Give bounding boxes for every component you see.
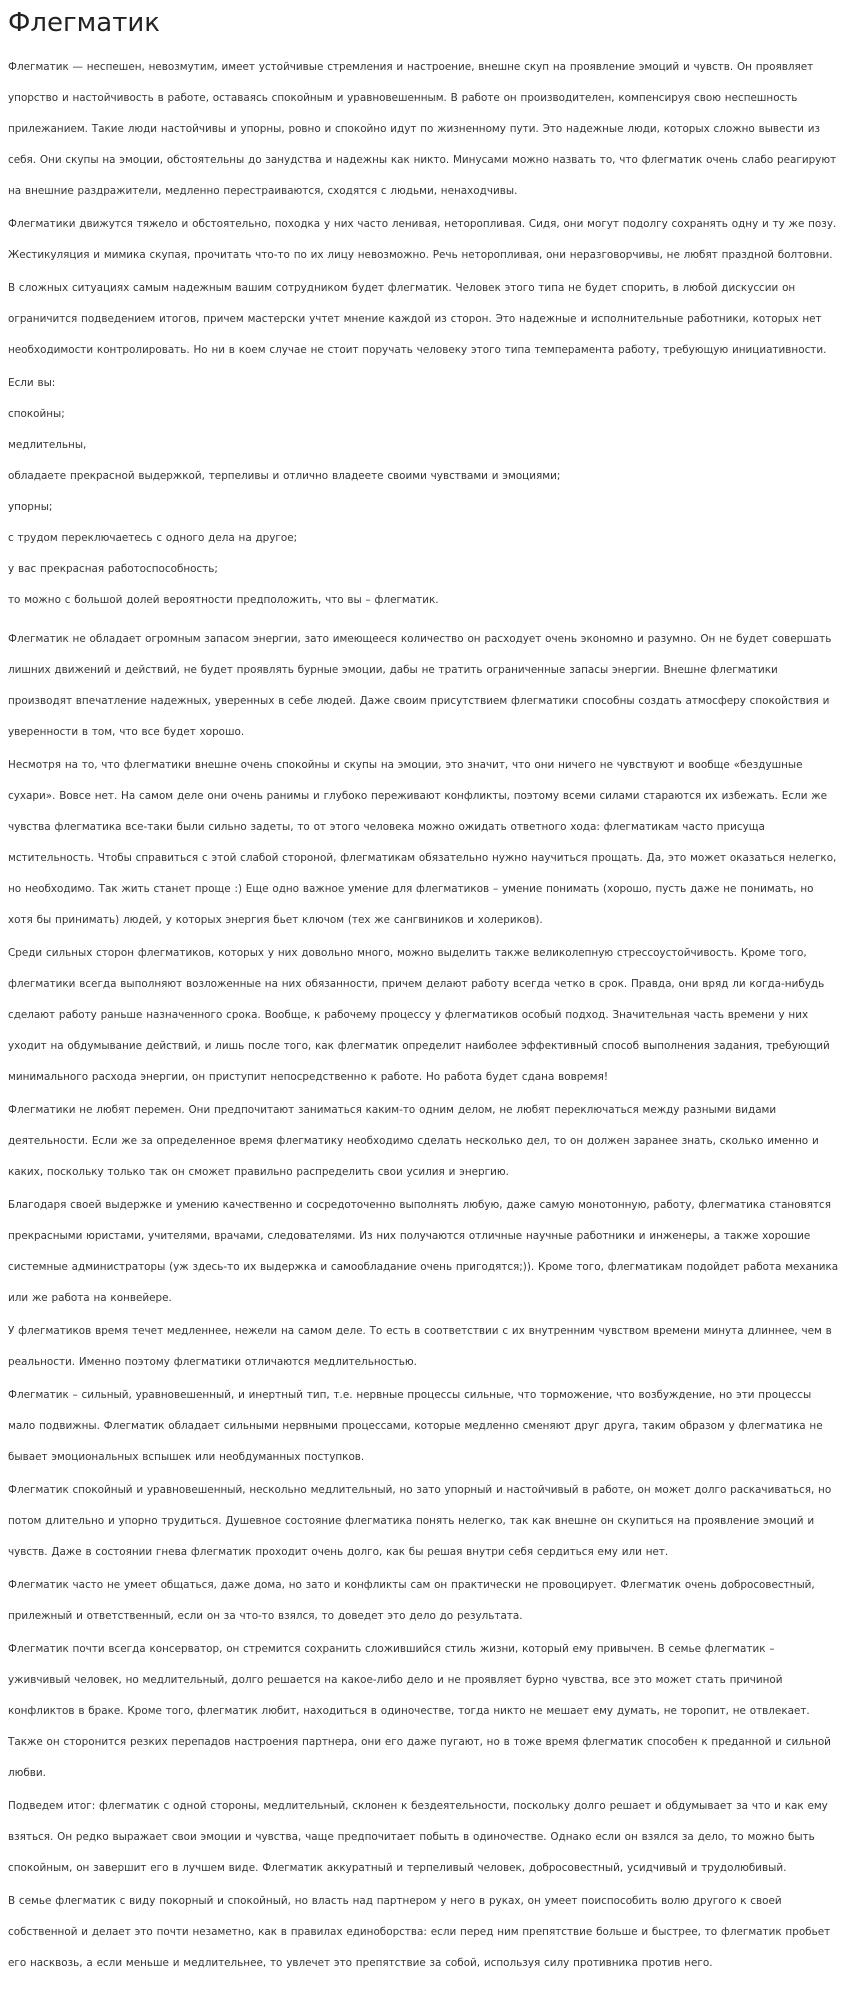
paragraph-summary: Подведем итог: флегматик с одной стороны, медлительный, склонен к бездеятельности, поскольку долго решает и обдумывает за что и как ему взяться. Он редко выражает свои эмоции и чувства, чаще предпочитает побыть в одиночестве. Однако если он взялся за дело, то можно быть спокойным, он завершит его в лучшем виде. Флегматик аккуратный и терпеливый человек, добросовестный, усидчивый и трудолюбивый. bbox=[8, 1800, 828, 1874]
checklist-item: спокойны; bbox=[8, 408, 65, 420]
checklist-item: медлительны, bbox=[8, 439, 87, 451]
checklist-item: упорны; bbox=[8, 501, 53, 513]
paragraph-strengths: Среди сильных сторон флегматиков, которых у них довольно много, можно выделить также великолепную стрессоустойчивость. Кроме того, флегматики всегда выполняют возложенные на них обязанности, причем делают работу всегда четко в срок. Правда, они вряд ли когда-нибудь сделают работу раньше назначенного срока. Вообще, к рабочему процессу у флегматиков особый подход. Значительная часть времени у них уходит на обдумывание действий, и лишь после того, как флегматик определит наиболее эффективный способ выполнения задания, требующий минимального расхода энергии, он приступит непосредственно к работе. Но работа будет сдана вовремя! bbox=[8, 947, 830, 1083]
paragraph-intro: Флегматик — неспешен, невозмутим, имеет устойчивые стремления и настроение, внешне скуп на проявление эмоций и чувств. Он проявляет упорство и настойчивость в работе, оставаясь спокойным и уравновешенным. В работе он производителен, компенсируя свою неспешность прилежанием. Такие люди настойчивы и упорны, ровно и спокойно идут по жизненному пути. Это надежные люди, которых сложно вывести из себя. Они скупы на эмоции, обстоятельны до занудства и надежны как никто. Минусами можно назвать то, что флегматик очень слабо реагируют на внешние раздражители, медленно перестраиваются, сходятся с людьми, ненаходчивы. bbox=[8, 61, 837, 197]
paragraph-family-power: В семье флегматик с виду покорный и спокойный, но власть над партнером у него в руках, он умеет поиспособить волю другого к своей собственной и делает это почти незаметно, как в правилах единоборства: если перед ним препятствие больше и быстрее, то флегматик пробьет его насквозь, а если меньше и медлительнее, то увлечет это препятствие за собой, используя силу противника против него. bbox=[8, 1895, 831, 1969]
paragraph-temper: Флегматик спокойный и уравновешенный, нескольно медлительный, но зато упорный и настойчивый в работе, он может долго раскачиваться, но потом длительно и упорно трудиться. Душевное состояние флегматика понять нелегко, так как внешне он скупиться на проявление эмоций и чувств. Даже в состоянии гнева флегматик проходит очень долго, как бы решая внутри себя сердиться ему или нет. bbox=[8, 1484, 832, 1558]
paragraph-changes: Флегматики не любят перемен. Они предпочитают заниматься каким-то одним делом, не любят переключаться между разными видами деятельности. Если же за определенное время флегматику необходимо сделать несколько дел, то он должен заранее знать, сколько именно и каких, поскольку только так он сможет правильно распределить свои усилия и энергию. bbox=[8, 1104, 819, 1178]
checklist-item: у вас прекрасная работоспособность; bbox=[8, 563, 218, 575]
checklist-conclusion: то можно с большой долей вероятности предположить, что вы – флегматик. bbox=[8, 594, 439, 606]
paragraph-professions: Благодаря своей выдержке и умению качественно и сосредоточенно выполнять любую, даже самую монотонную, работу, флегматика становятся прекрасными юристами, учителями, врачами, следователями. Из них получаются отличные научные работники и инженеры, а также хорошие системные администраторы (уж здесь-то их выдержка и самообладание очень пригодятся;)). Кроме того, флегматикам подойдет работа механика или же работа на конвейере. bbox=[8, 1199, 839, 1304]
paragraph-nervous-system: Флегматик – сильный, уравновешенный, и инертный тип, т.е. нервные процессы сильные, что торможение, что возбуждение, но эти процессы мало подвижны. Флегматик обладает сильными нервными процессами, которые медленно сменяют друг друга, таким образом у флегматика не бывает эмоциональных вспышек или необдуманных поступков. bbox=[8, 1389, 823, 1463]
paragraph-time: У флегматиков время течет медленнее, нежели на самом деле. То есть в соответствии с их внутренним чувством времени минута длиннее, чем в реальности. Именно поэтому флегматики отличаются медлительностью. bbox=[8, 1325, 832, 1368]
paragraph-energy: Флегматик не обладает огромным запасом энергии, зато имеющееся количество он расходует очень экономно и разумно. Он не будет совершать лишних движений и действий, не будет проявлять бурные эмоции, дабы не тратить ограниченные запасы энергии. Внешне флегматики производят впечатление надежных, уверенных в себе людей. Даже своим присутствием флегматики способны создать атмосферу спокойствия и уверенности в том, что все будет хорошо. bbox=[8, 633, 832, 738]
paragraph-movement: Флегматики движутся тяжело и обстоятельно, походка у них часто ленивая, неторопливая. Сидя, они могут подолгу сохранять одну и ту же позу. Жестикуляция и мимика скупая, прочитать что-то по их лицу невозможно. Речь неторопливая, они неразговорчивы, не любят праздной болтовни. bbox=[8, 218, 837, 261]
article-body bbox=[8, 52, 839, 1979]
paragraph-communication: Флегматик часто не умеет общаться, даже дома, но зато и конфликты сам он практически не провоцирует. Флегматик очень добросовестный, прилежный и ответственный, если он за что-то взялся, то доведет это дело до результата. bbox=[8, 1579, 815, 1622]
checklist-item: обладаете прекрасной выдержкой, терпеливы и отлично владеете своими чувствами и эмоциями; bbox=[8, 470, 561, 482]
paragraph-family: Флегматик почти всегда консерватор, он стремится сохранить сложившийся стиль жизни, который ему привычен. В семье флегматик – уживчивый человек, но медлительный, долго решается на какое-либо дело и не проявляет бурно чувства, все это может стать причиной конфликтов в браке. Кроме того, флегматик любит, находиться в одиночестве, тогда никто не мешает ему думать, не торопит, не отвлекает. Также он сторонится резких перепадов настроения партнера, они его даже пугают, но в тоже время флегматик способен к преданной и сильной любви. bbox=[8, 1643, 831, 1779]
paragraph-work: В сложных ситуациях самым надежным вашим сотрудником будет флегматик. Человек этого типа не будет спорить, в любой дискуссии он ограничится подведением итогов, причем мастерски учтет мнение каждой из сторон. Это надежные и исполнительные работники, которых нет необходимости контролировать. Но ни в коем случае не стоит поручать человеку этого типа темперамента работу, требующую инициативности. bbox=[8, 282, 827, 356]
page-title: Флегматик bbox=[8, 8, 160, 38]
paragraph-feelings: Несмотря на то, что флегматики внешне очень спокойны и скупы на эмоции, это значит, что они ничего не чувствуют и вообще «бездушные сухари». Вовсе нет. На самом деле они очень ранимы и глубоко переживают конфликты, поэтому всеми силами стараются их избежать. Если же чувства флегматика все-таки были сильно задеты, то от этого человека можно ожидать ответного хода: флегматикам часто присуща мстительность. Чтобы справиться с этой слабой стороной, флегматикам обязательно нужно научиться прощать. Да, это может оказаться нелегко, но необходимо. Так жить станет проще :) Еще одно важное умение для флегматиков – умение понимать (хорошо, пусть даже не понимать, но хотя бы принимать) людей, у которых энергия бьет ключом (тех же сангвиников и холериков). bbox=[8, 759, 837, 926]
checklist-item: с трудом переключаетесь с одного дела на другое; bbox=[8, 532, 298, 544]
checklist-intro: Если вы: bbox=[8, 377, 56, 389]
